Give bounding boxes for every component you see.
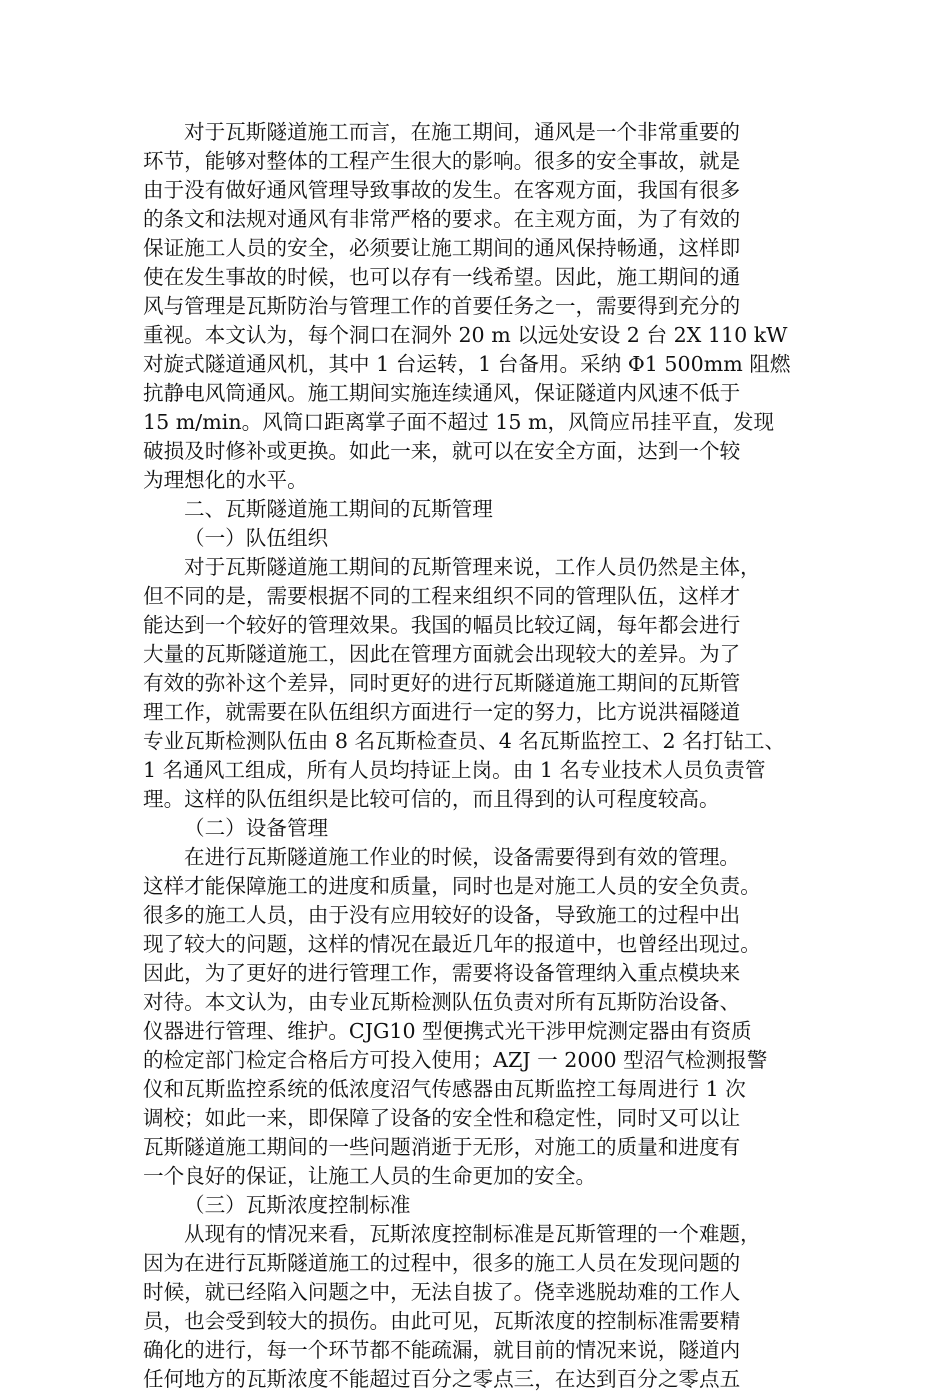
paragraph-ventilation-line: 抗静电风筒通风。施工期间实施连续通风，保证隧道内风速不低于 [143, 381, 741, 405]
paragraph-equipment-line: 在进行瓦斯隧道施工作业的时候，设备需要得到有效的管理。 [184, 845, 741, 869]
paragraph-equipment-line: 仪和瓦斯监控系统的低浓度沼气传感器由瓦斯监控工每周进行 1 次 [143, 1077, 746, 1101]
paragraph-team-line: 但不同的是，需要根据不同的工程来组织不同的管理队伍，这样才 [143, 584, 741, 608]
paragraph-gas-standard-line: 因为在进行瓦斯隧道施工的过程中，很多的施工人员在发现问题的 [143, 1251, 741, 1275]
paragraph-team-line: 对于瓦斯隧道施工期间的瓦斯管理来说，工作人员仍然是主体， [184, 555, 761, 579]
paragraph-ventilation-line: 风与管理是瓦斯防治与管理工作的首要任务之一，需要得到充分的 [143, 294, 741, 318]
paragraph-equipment-line: 瓦斯隧道施工期间的一些问题消逝于无形，对施工的质量和进度有 [143, 1135, 741, 1159]
paragraph-equipment-line: 仪器进行管理、维护。CJG10 型便携式光干涉甲烷测定器由有资质 [143, 1019, 752, 1043]
paragraph-ventilation-line: 环节，能够对整体的工程产生很大的影响。很多的安全事故，就是 [143, 149, 741, 173]
paragraph-ventilation-line: 保证施工人员的安全，必须要让施工期间的通风保持畅通，这样即 [143, 236, 741, 260]
subheading-team-organization: （一）队伍组织 [184, 526, 329, 550]
paragraph-gas-standard-line: 员，也会受到较大的损伤。由此可见，瓦斯浓度的控制标准需要精 [143, 1309, 741, 1333]
paragraph-equipment-line: 因此，为了更好的进行管理工作，需要将设备管理纳入重点模块来 [143, 961, 741, 985]
paragraph-gas-standard-line: 从现有的情况来看，瓦斯浓度控制标准是瓦斯管理的一个难题， [184, 1222, 761, 1246]
paragraph-equipment-line: 的检定部门检定合格后方可投入使用；AZJ 一 2000 型沼气检测报警 [143, 1048, 768, 1072]
section-heading-gas-management: 二、瓦斯隧道施工期间的瓦斯管理 [184, 497, 493, 521]
paragraph-team-line: 能达到一个较好的管理效果。我国的幅员比较辽阔，每年都会进行 [143, 613, 741, 637]
paragraph-gas-standard-line: 确化的进行，每一个环节都不能疏漏，就目前的情况来说，隧道内 [143, 1338, 741, 1362]
paragraph-ventilation-line: 为理想化的水平。 [143, 468, 308, 492]
paragraph-team-line: 大量的瓦斯隧道施工，因此在管理方面就会出现较大的差异。为了 [143, 642, 741, 666]
paragraph-team-line: 1 名通风工组成，所有人员均持证上岗。由 1 名专业技术人员负责管 [143, 758, 766, 782]
paragraph-equipment-line: 对待。本文认为，由专业瓦斯检测队伍负责对所有瓦斯防治设备、 [143, 990, 741, 1014]
paragraph-ventilation-line: 使在发生事故的时候，也可以存有一线希望。因此，施工期间的通 [143, 265, 741, 289]
paragraph-ventilation-line: 的条文和法规对通风有非常严格的要求。在主观方面，为了有效的 [143, 207, 741, 231]
paragraph-team-line: 专业瓦斯检测队伍由 8 名瓦斯检查员、4 名瓦斯监控工、2 名打钻工、 [143, 729, 786, 753]
paragraph-gas-standard-line: 任何地方的瓦斯浓度不能超过百分之零点三，在达到百分之零点五 [143, 1367, 741, 1391]
paragraph-ventilation-line: 重视。本文认为，每个洞口在洞外 20 m 以远处安设 2 台 2X 110 kW [143, 323, 788, 347]
paragraph-ventilation-line: 15 m/min。风筒口距离掌子面不超过 15 m，风筒应吊挂平直，发现 [143, 410, 775, 434]
paragraph-equipment-line: 很多的施工人员，由于没有应用较好的设备，导致施工的过程中出 [143, 903, 741, 927]
paragraph-equipment-line: 调校；如此一来，即保障了设备的安全性和稳定性，同时又可以让 [143, 1106, 741, 1130]
paragraph-equipment-line: 一个良好的保证，让施工人员的生命更加的安全。 [143, 1164, 597, 1188]
subheading-gas-concentration-standard: （三）瓦斯浓度控制标准 [184, 1193, 411, 1217]
paragraph-equipment-line: 这样才能保障施工的进度和质量，同时也是对施工人员的安全负责。 [143, 874, 761, 898]
paragraph-equipment-line: 现了较大的问题，这样的情况在最近几年的报道中，也曾经出现过。 [143, 932, 761, 956]
subheading-equipment-management: （二）设备管理 [184, 816, 329, 840]
paragraph-ventilation-line: 破损及时修补或更换。如此一来，就可以在安全方面，达到一个较 [143, 439, 741, 463]
document-body [143, 118, 813, 1394]
paragraph-team-line: 理工作，就需要在队伍组织方面进行一定的努力，比方说洪福隧道 [143, 700, 741, 724]
paragraph-ventilation-line: 由于没有做好通风管理导致事故的发生。在客观方面，我国有很多 [143, 178, 741, 202]
paragraph-ventilation-line: 对旋式隧道通风机，其中 1 台运转，1 台备用。采纳 Φ1 500mm 阻燃 [143, 352, 791, 376]
paragraph-gas-standard-line: 时候，就已经陷入问题之中，无法自拔了。侥幸逃脱劫难的工作人 [143, 1280, 741, 1304]
paragraph-ventilation-line: 对于瓦斯隧道施工而言，在施工期间，通风是一个非常重要的 [184, 120, 741, 144]
paragraph-team-line: 理。这样的队伍组织是比较可信的，而且得到的认可程度较高。 [143, 787, 720, 811]
paragraph-team-line: 有效的弥补这个差异，同时更好的进行瓦斯隧道施工期间的瓦斯管 [143, 671, 741, 695]
